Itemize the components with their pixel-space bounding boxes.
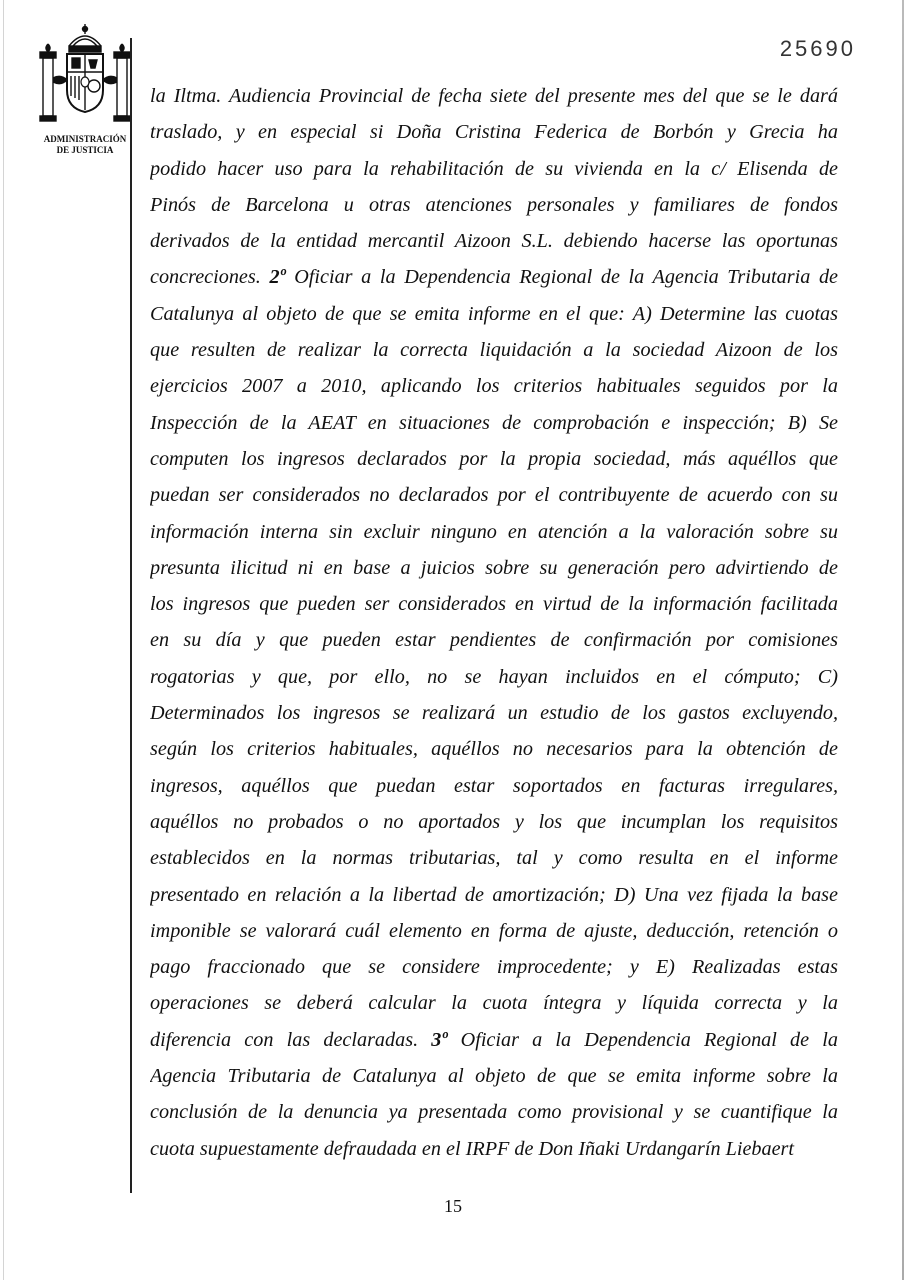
emblem-caption-line2: DE JUSTICIA — [56, 144, 114, 155]
page-number: 15 — [444, 1196, 462, 1216]
text-line: aquéllos no probados o no aportados y los que incumplan los requisitos — [150, 810, 838, 833]
text-line: presunta ilicitud ni en base a juicios sobre su generación pero advirtiendo de — [150, 556, 838, 579]
text-line: diferencia con las declaradas. 3º Oficiar a la Dependencia Regional de la — [150, 1028, 838, 1051]
text-line: Determinados los ingresos se realizará un estudio de los gastos excluyendo, — [150, 702, 838, 725]
text-line: Catalunya al objeto de que se emita informe en el que: A) Determine las cuotas — [150, 302, 838, 325]
text-line: rogatorias y que, por ello, no se hayan incluidos en el cómputo; C) — [150, 665, 838, 688]
text-line: en su día y que pueden estar pendientes de confirmación por comisiones — [150, 629, 838, 652]
scan-edge-right — [902, 0, 904, 1280]
text-line: podido hacer uso para la rehabilitación de su vivienda en la c/ Elisenda de — [150, 157, 838, 180]
text-line: operaciones se deberá calcular la cuota íntegra y líquida correcta y la — [150, 992, 838, 1015]
text-line: ingresos, aquéllos que puedan estar soportados en facturas irregulares, — [150, 774, 838, 797]
ordinal-mark: 2º — [269, 266, 286, 289]
text-line: concreciones. 2º Oficiar a la Dependencia Regional de la Agencia Tributaria de — [150, 266, 838, 289]
text-line: conclusión de la denuncia ya presentada como provisional y se cuantifique la — [150, 1101, 838, 1124]
text-line: los ingresos que pueden ser considerados en virtud de la información facilitada — [150, 593, 838, 616]
scan-edge-left — [3, 0, 4, 1280]
emblem-caption — [36, 134, 134, 155]
text-line: pago fraccionado que se considere improcedente; y E) Realizadas estas — [150, 956, 838, 979]
text-line: Pinós de Barcelona u otras atenciones personales y familiares de fondos — [150, 193, 838, 216]
text-line: imponible se valorará cuál elemento en forma de ajuste, deducción, retención o — [150, 919, 838, 942]
text-line: Inspección de la AEAT en situaciones de comprobación e inspección; B) Se — [150, 411, 838, 434]
ordinal-mark: 3º — [431, 1028, 448, 1051]
coat-of-arms-emblem — [36, 24, 134, 155]
coat-of-arms-icon — [39, 24, 131, 130]
text-line: Agencia Tributaria de Catalunya al objeto de que se emita informe sobre la — [150, 1065, 838, 1088]
text-line: establecidos en la normas tributarias, tal y como resulta en el informe — [150, 847, 838, 870]
text-line: traslado, y en especial si Doña Cristina Federica de Borbón y Grecia ha — [150, 121, 838, 144]
text-line: derivados de la entidad mercantil Aizoon S.L. debiendo hacerse las oportunas — [150, 230, 838, 253]
text-line: información interna sin excluir ninguno en atención a la valoración sobre su — [150, 520, 838, 543]
text-line: cuota supuestamente defraudada en el IRPF de Don Iñaki Urdangarín Liebaert — [150, 1137, 795, 1160]
text-line: ejercicios 2007 a 2010, aplicando los criterios habituales seguidos por la — [150, 375, 838, 398]
document-number: 25690 — [779, 36, 856, 61]
margin-rule — [130, 38, 132, 1193]
text-line: presentado en relación a la libertad de amortización; D) Una vez fijada la base — [150, 883, 838, 906]
text-line: que resulten de realizar la correcta liquidación a la sociedad Aizoon de los — [150, 339, 838, 362]
text-line: puedan ser considerados no declarados por el contribuyente de acuerdo con su — [150, 484, 838, 507]
text-line: según los criterios habituales, aquéllos no necesarios para la obtención de — [150, 738, 838, 761]
text-line: la Iltma. Audiencia Provincial de fecha siete del presente mes del que se le dará — [150, 85, 838, 107]
emblem-caption-line1: ADMINISTRACIÓN — [43, 134, 127, 144]
body-text — [150, 78, 838, 1167]
text-line: computen los ingresos declarados por la propia sociedad, más aquéllos que — [150, 447, 838, 470]
